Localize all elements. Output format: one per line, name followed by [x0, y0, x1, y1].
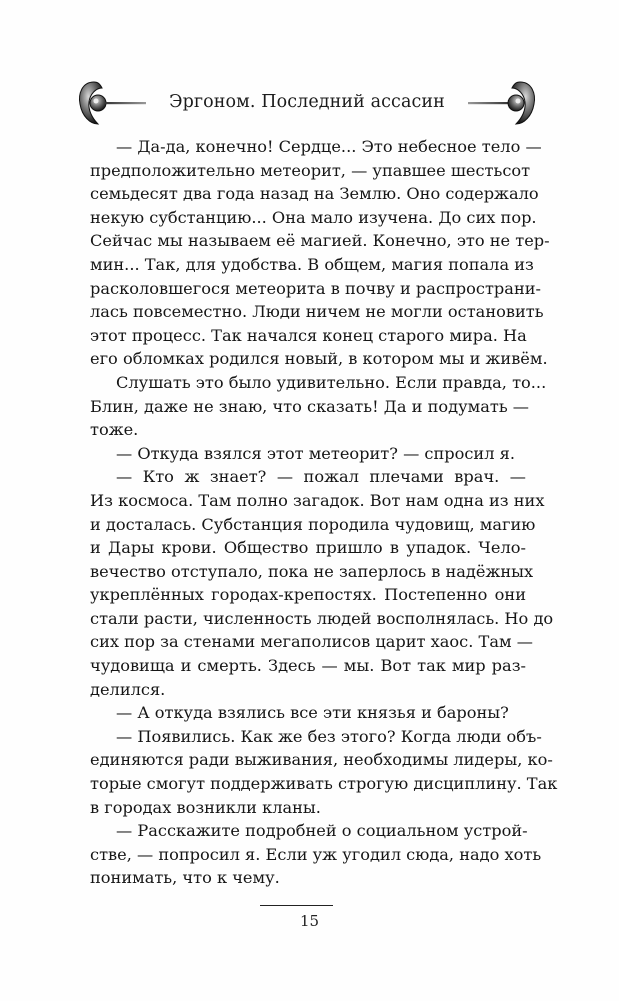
- paragraph: [90, 701, 526, 725]
- text-line: семьдесят два года назад на Землю. Оно содержало: [90, 184, 539, 204]
- main-text: [90, 135, 558, 890]
- text-line: единяются ради выживания, необходимы лидеры, ко-: [90, 750, 553, 770]
- footer-rule: [260, 905, 333, 906]
- text-line: Сейчас мы называем её магией. Конечно, это не тер-: [90, 231, 550, 251]
- text-line: делился.: [90, 679, 166, 699]
- text-line: некую субстанцию... Она мало изучена. До сих пор.: [90, 207, 537, 227]
- text-line: лась повсеместно. Люди ничем не могли остановить: [90, 302, 544, 322]
- text-line: Блин, даже не знаю, что сказать! Да и подумать —: [90, 396, 529, 416]
- text-line: сих пор за стенами мегаполисов царит хаос. Там —: [90, 632, 533, 652]
- text-line: Из космоса. Там полно загадок. Вот нам одна из них: [90, 490, 545, 510]
- text-line: вечество отступало, пока не заперлось в надёжных: [90, 561, 534, 581]
- text-line: и Дары крови. Общество пришло в упадок. Чело-: [90, 538, 526, 558]
- text-line: тоже.: [90, 420, 139, 440]
- paragraph: [90, 442, 526, 466]
- text-line: стве, — попросил я. Если уж угодил сюда, надо хоть: [90, 844, 542, 864]
- text-line: мин... Так, для удобства. В общем, магия попала из: [90, 254, 534, 274]
- text-line: Слушать это было удивительно. Если правда, то...: [116, 372, 547, 392]
- paragraph: [90, 371, 547, 442]
- running-header: [76, 72, 538, 134]
- text-line: и досталась. Субстанция породила чудовищ, магию: [90, 514, 536, 534]
- text-line: в городах возникли кланы.: [90, 797, 321, 817]
- header-ornament-right-icon: [468, 72, 538, 134]
- paragraph: [90, 465, 554, 701]
- text-line: его обломках родился новый, в котором мы и живём.: [90, 349, 548, 369]
- header-title: Эргоном. Последний ассасин: [169, 92, 445, 112]
- paragraph: [90, 135, 550, 371]
- text-line: стали расти, численность людей восполнялась. Но до: [90, 608, 554, 628]
- text-line: — Появились. Как же без этого? Когда люди объ-: [116, 726, 542, 746]
- paragraph: [90, 819, 542, 890]
- text-line: — Да-да, конечно! Сердце... Это небесное тело —: [116, 137, 542, 156]
- page-number: 15: [299, 912, 320, 930]
- text-line: — Откуда взялся этот метеорит? — спросил я.: [116, 443, 516, 463]
- text-line: этот процесс. Так начался конец старого мира. На: [90, 325, 527, 345]
- text-line: — А откуда взялись все эти князья и бароны?: [116, 703, 509, 723]
- text-line: — Расскажите подробней о социальном устрой-: [116, 821, 528, 841]
- text-line: чудовища и смерть. Здесь — мы. Вот так мир раз-: [90, 656, 526, 676]
- paragraph: [90, 725, 558, 819]
- text-line: укреплённых городах-крепостях. Постепенно они: [90, 585, 526, 605]
- text-line: — Кто ж знает? — пожал плечами врач. —: [116, 467, 526, 487]
- text-line: расколовшегося метеорита в почву и распространи-: [90, 278, 541, 298]
- text-line: предположительно метеорит, — упавшее шестьсот: [90, 160, 531, 180]
- text-line: торые смогут поддерживать строгую дисциплину. Так: [90, 774, 558, 794]
- text-line: понимать, что к чему.: [90, 868, 280, 888]
